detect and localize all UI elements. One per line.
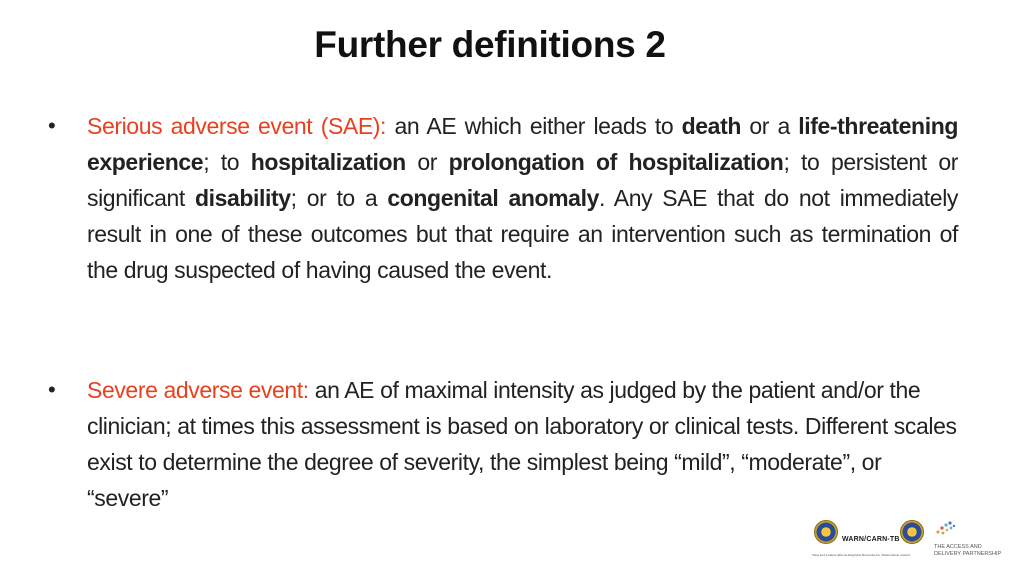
footer-logos [810, 518, 1010, 568]
bullet-term: Severe adverse event: [87, 377, 309, 403]
emphasis-death: death [681, 113, 741, 139]
bullet-marker: • [48, 113, 56, 138]
bullet-term: Serious adverse event (SAE): [87, 113, 387, 139]
emphasis-life-threatening: life-threatening experience [87, 113, 958, 175]
text-segment: an AE of maximal intensity as judged by the patient and/or the clinician; at times this assessment is based on laboratory or clinical tests. Different scales exist to determine the degree of severity, the simplest being “mild”, “moderate”, or “severe” [87, 377, 957, 511]
text-segment: or a [740, 113, 799, 139]
text-segment: . Any SAE that do not immediately result in one of these outcomes but that require an intervention such as termination of the drug suspected of having caused the event. [87, 185, 959, 283]
bullet-marker: • [48, 377, 56, 402]
text-segment: ; to persistent or significant [87, 149, 958, 211]
emphasis-hospitalization: hospitalization [250, 149, 406, 175]
seal-logo-icon [814, 520, 838, 544]
emphasis-prolongation: prolongation of hospitalization [448, 149, 784, 175]
bullet-item-severe [48, 372, 958, 516]
access-delivery-partnership-icon [934, 518, 958, 542]
emphasis-congenital-anomaly: congenital anomaly [387, 185, 599, 211]
text-segment: or [405, 149, 449, 175]
bullet-text [87, 108, 958, 288]
bullet-text [87, 372, 958, 516]
bullet-item-sae [48, 108, 958, 288]
slide-title: Further definitions 2 [314, 24, 666, 65]
text-segment: ; to [203, 149, 251, 175]
seal-logo-icon [900, 520, 924, 544]
warn-carn-tb-logo: WARN/CARN-TB [842, 536, 900, 543]
text-segment: ; or to a [290, 185, 388, 211]
warn-carn-tb-subtitle: West and Central African Regional Networks for Tuberculosis control [812, 553, 910, 557]
access-delivery-partnership-logo: THE ACCESS AND DELIVERY PARTNERSHIP [934, 544, 1002, 557]
text-segment: an AE which either leads to [386, 113, 682, 139]
emphasis-disability: disability [194, 185, 291, 211]
